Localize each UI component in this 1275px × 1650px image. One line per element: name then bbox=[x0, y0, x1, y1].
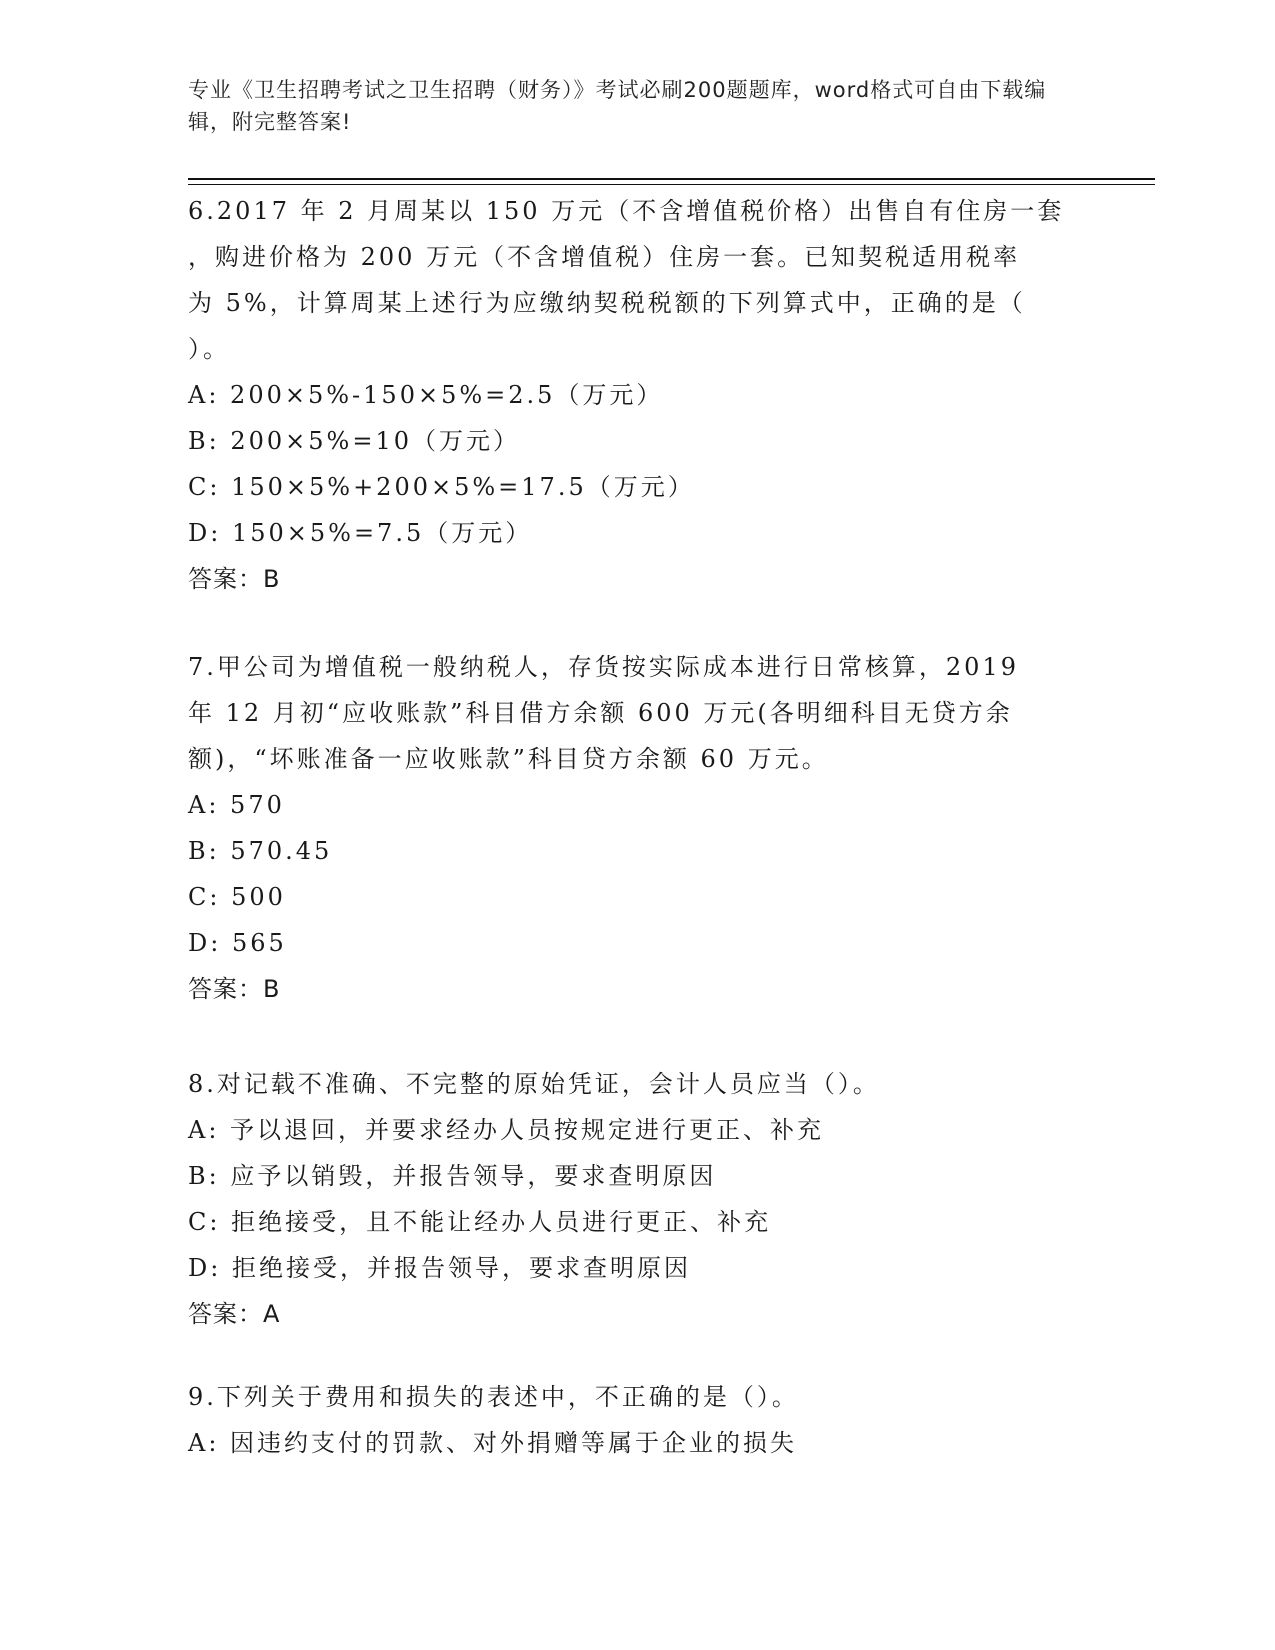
header-divider-thin bbox=[188, 184, 1155, 185]
question-text-line: 为 5%，计算周某上述行为应缴纳契税税额的下列算式中，正确的是（ bbox=[188, 289, 1026, 317]
question-text-line: 9.下列关于费用和损失的表述中，不正确的是（）。 bbox=[188, 1383, 799, 1411]
option-a: A: 予以退回，并要求经办人员按规定进行更正、补充 bbox=[188, 1116, 825, 1144]
answer: 答案：B bbox=[188, 975, 281, 1003]
question-text-line: 8.对记载不准确、不完整的原始凭证，会计人员应当（）。 bbox=[188, 1070, 880, 1098]
option-c: C: 500 bbox=[188, 883, 286, 911]
option-d: D: 150×5%=7.5（万元） bbox=[188, 519, 533, 547]
question-text-line: 额)，“坏账准备一应收账款”科目贷方余额 60 万元。 bbox=[188, 745, 829, 773]
question-8 bbox=[188, 1061, 1068, 1337]
option-a: A: 200×5%-150×5%=2.5（万元） bbox=[188, 381, 664, 409]
option-b: B: 570.45 bbox=[188, 837, 333, 865]
question-7 bbox=[188, 644, 1068, 1012]
option-c: C: 150×5%+200×5%=17.5（万元） bbox=[188, 473, 695, 501]
question-9 bbox=[188, 1374, 1068, 1466]
answer: 答案：B bbox=[188, 565, 281, 593]
header-divider-thick bbox=[188, 178, 1155, 180]
answer: 答案：A bbox=[188, 1300, 281, 1328]
option-d: D: 拒绝接受，并报告领导，要求查明原因 bbox=[188, 1254, 691, 1282]
document-header: 专业《卫生招聘考试之卫生招聘（财务）》考试必刷200题题库，word格式可自由下载编辑，附完整答案! bbox=[188, 78, 1047, 134]
option-d: D: 565 bbox=[188, 929, 287, 957]
question-text-line: 6.2017 年 2 月周某以 150 万元（不含增值税价格）出售自有住房一套 bbox=[188, 197, 1065, 225]
option-a: A: 因违约支付的罚款、对外捐赠等属于企业的损失 bbox=[188, 1429, 798, 1457]
option-b: B: 应予以销毁，并报告领导，要求查明原因 bbox=[188, 1162, 717, 1190]
question-text-line: 年 12 月初“应收账款”科目借方余额 600 万元(各明细科目无贷方余 bbox=[188, 699, 1013, 727]
question-text-line: ，购进价格为 200 万元（不含增值税）住房一套。已知契税适用税率 bbox=[188, 243, 1021, 271]
option-b: B: 200×5%=10（万元） bbox=[188, 427, 520, 455]
option-c: C: 拒绝接受，且不能让经办人员进行更正、补充 bbox=[188, 1208, 772, 1236]
question-text-line: ）。 bbox=[188, 335, 230, 363]
question-text-line: 7.甲公司为增值税一般纳税人，存货按实际成本进行日常核算，2019 bbox=[188, 653, 1019, 681]
option-a: A: 570 bbox=[188, 791, 285, 819]
question-6 bbox=[188, 188, 1068, 602]
